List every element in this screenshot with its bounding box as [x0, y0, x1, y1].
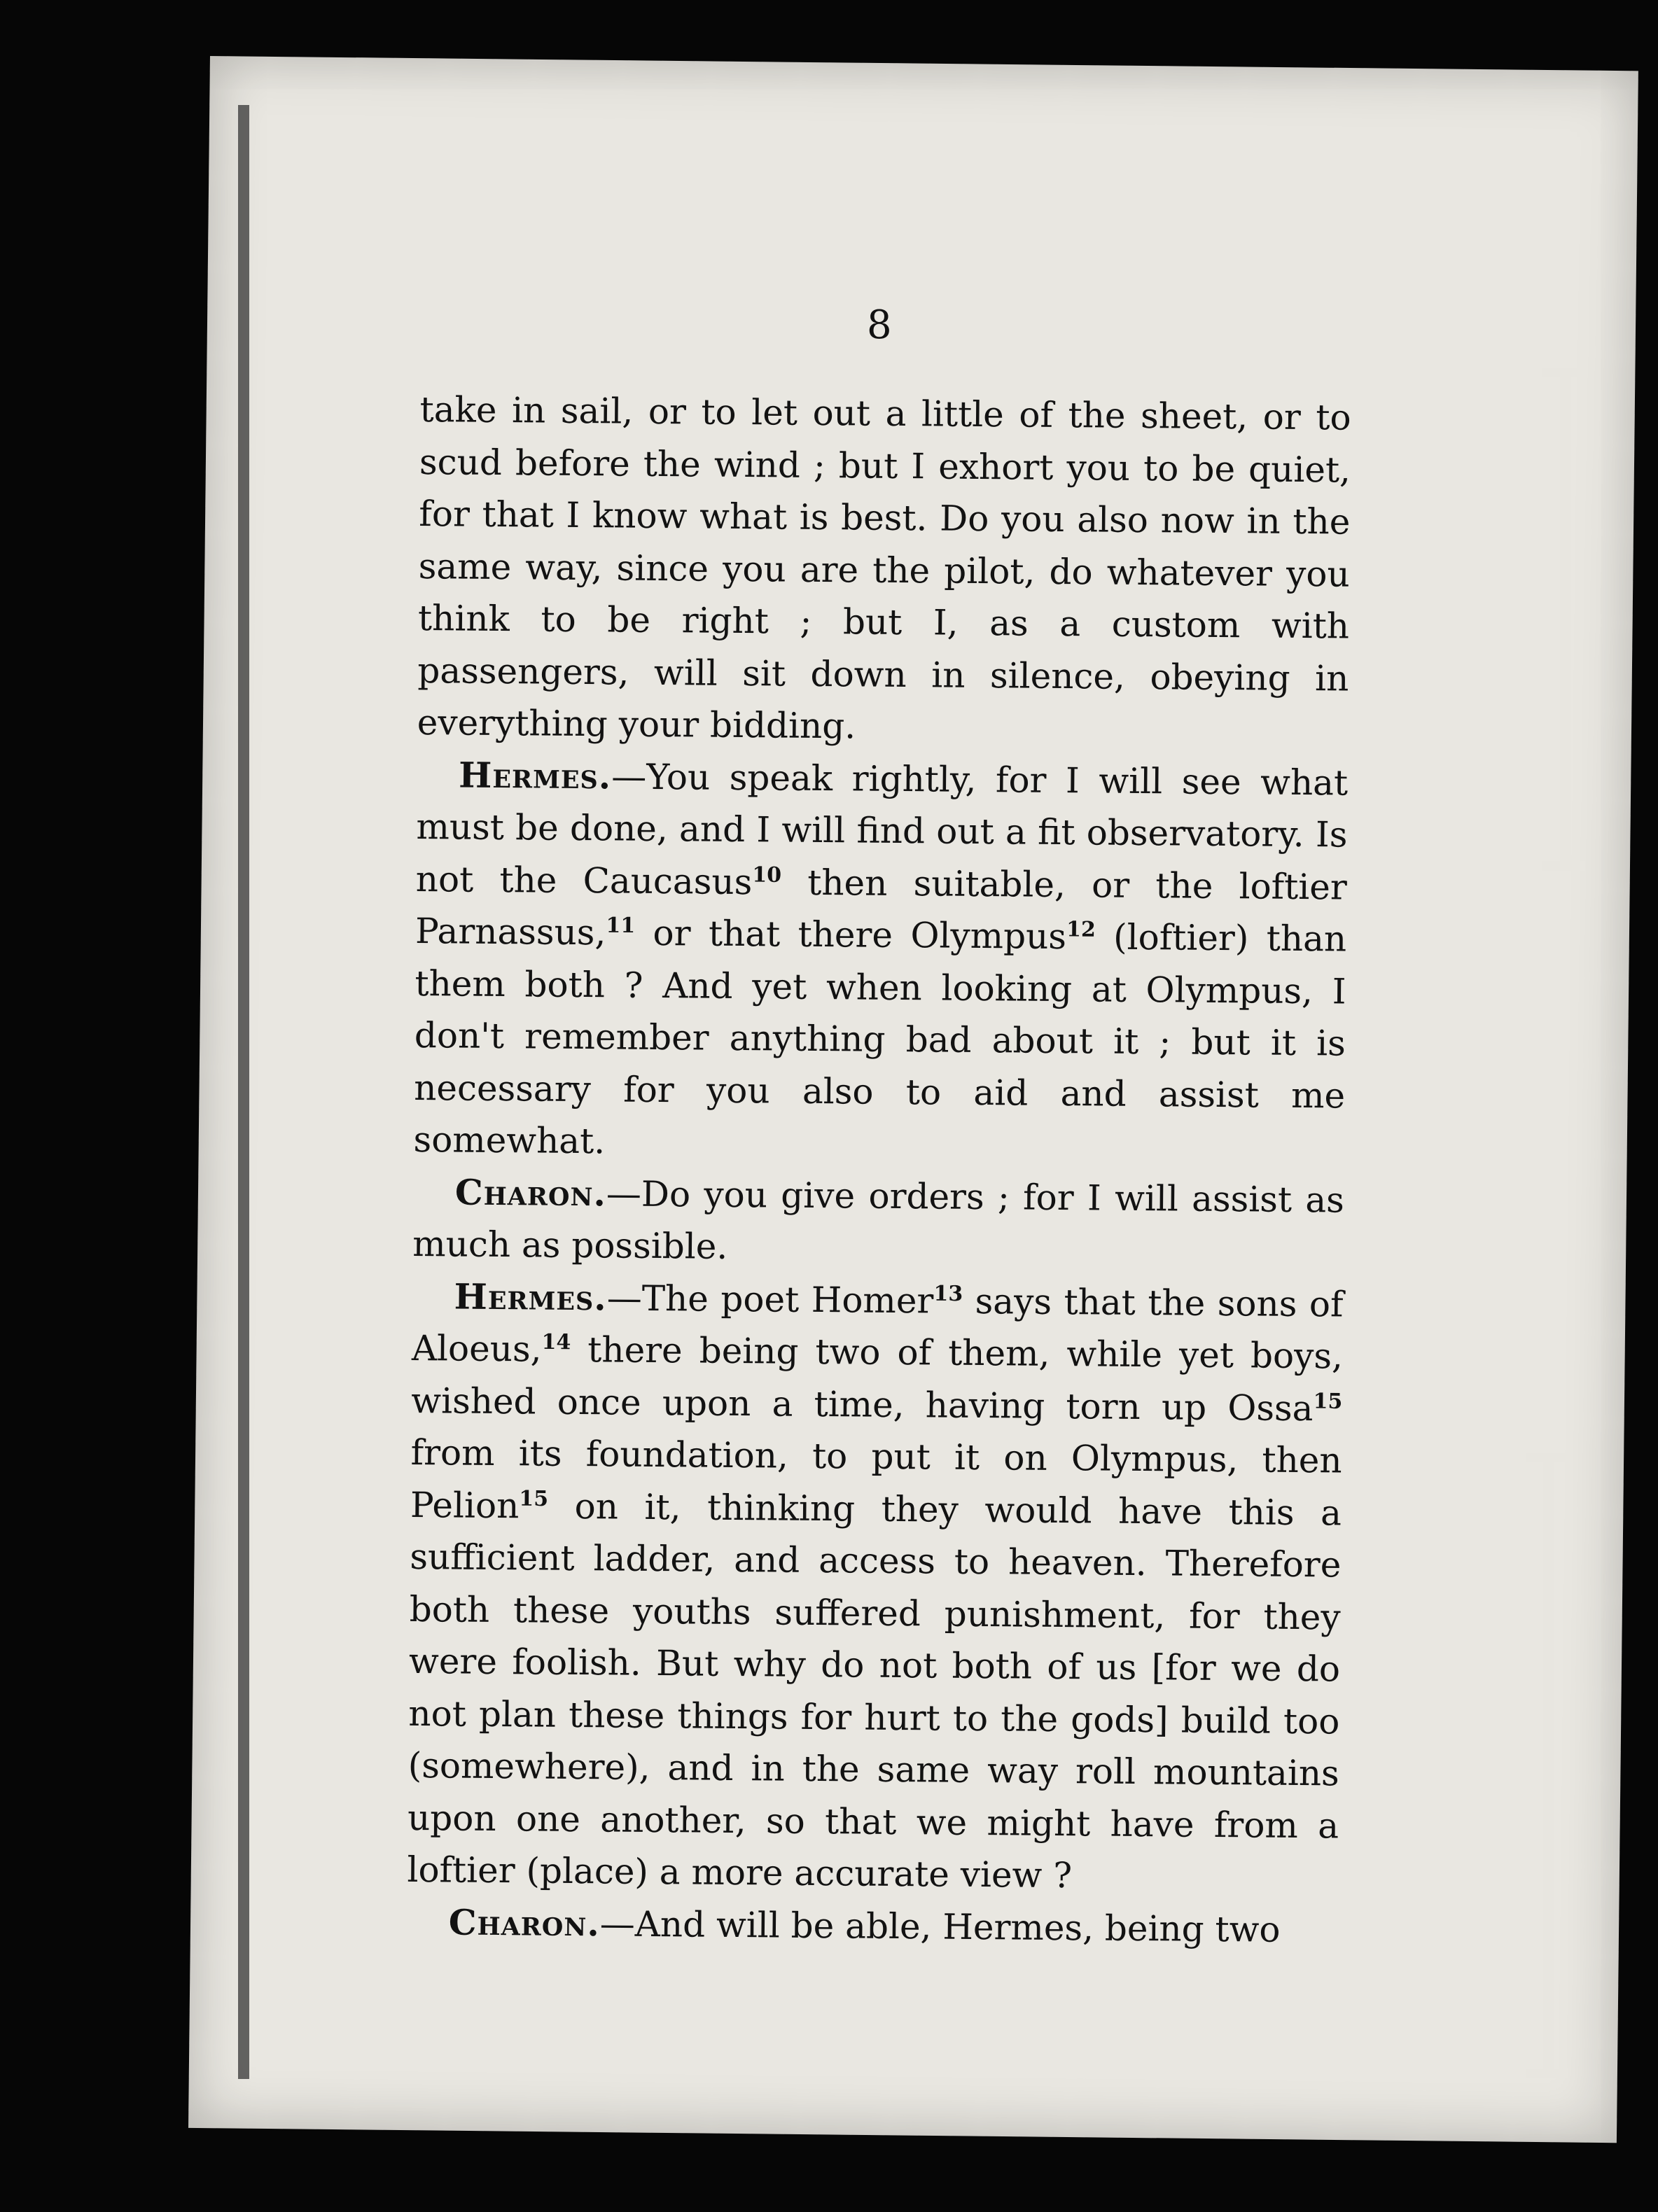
dialogue-text: —And will be able, Hermes, being two [599, 1903, 1281, 1950]
dialogue-text: there being two of them, while yet boys, wished once upon a time, having torn up Ossa [411, 1329, 1344, 1429]
dialogue-text: —Do you give orders ; for I will assist as much as possible. [412, 1172, 1345, 1267]
dialogue-text: —You speak rightly, for I will see what must be done, and I will find out a fit observatory. Is not the Caucasus [415, 755, 1349, 902]
dialogue-text: says that the sons of Aloeus, [411, 1280, 1344, 1370]
page-number: 8 [867, 302, 892, 348]
binding-thread-cap [1542, 861, 1584, 871]
binding-thread-top [1560, 371, 1571, 865]
speaker-name: Charon. [454, 1170, 607, 1214]
dialogue-text: or that there Olympus [634, 912, 1067, 958]
footnote-marker: 13 [933, 1281, 963, 1306]
dialogue-text: on it, thinking they would have this a sufficient ladder, and access to heaven. Therefore both these youths suffered punishment, for they were foolish. But why do not both of us [for we do not plan these things for hurt to the gods] build too (somewhere), and in the same way roll mountains upon one another, so that we might have from a loftier (place) a more accurate view ? [407, 1485, 1342, 1896]
footnote-marker: 12 [1066, 917, 1096, 942]
paragraph-continuation: take in sail, or to let out a little of the sheet, or to scud before the wind ; but I exhort you to be quiet, for that I know what is best. Do you also now in the same way, since you are the pilot, do whatever you think to be right ; but I, as a custom with passengers, will sit down in silence, obeying in everything your bidding. [417, 388, 1351, 747]
body-text [406, 384, 1351, 1956]
page-edge-shadow [238, 105, 249, 2079]
footnote-marker: 14 [541, 1329, 571, 1355]
speaker-name: Charon. [448, 1900, 601, 1944]
binding-thread-cap [1526, 1452, 1568, 1462]
dialogue-text: from its foundation, to put it on Olympus, then Pelion [410, 1432, 1342, 1526]
dialogue-text: then suitable, or the loftier Parnassus, [415, 862, 1348, 953]
binding-thread-bottom [1543, 1456, 1554, 2076]
paragraph-charon-1 [412, 1166, 1344, 1278]
paragraph-hermes-2 [407, 1270, 1344, 1904]
paragraph-charon-2 [406, 1896, 1338, 1956]
binding-thread-cap [1526, 2068, 1568, 2078]
dialogue-text: —The poet Homer [606, 1277, 934, 1321]
speaker-name: Hermes. [454, 1275, 607, 1318]
binding-thread-cap [1542, 368, 1584, 377]
footnote-marker: 11 [606, 913, 636, 939]
footnote-marker: 10 [752, 862, 782, 888]
footnote-marker: 15 [519, 1486, 549, 1511]
dialogue-text: (loftier) than them both ? And yet when looking at Olympus, I don't remember anything bad about it ; but it is necessary for you also to aid and assist me somewhat. [413, 916, 1347, 1162]
footnote-marker: 15 [1313, 1389, 1343, 1414]
speaker-name: Hermes. [458, 754, 612, 797]
paragraph-hermes-1 [413, 748, 1348, 1174]
